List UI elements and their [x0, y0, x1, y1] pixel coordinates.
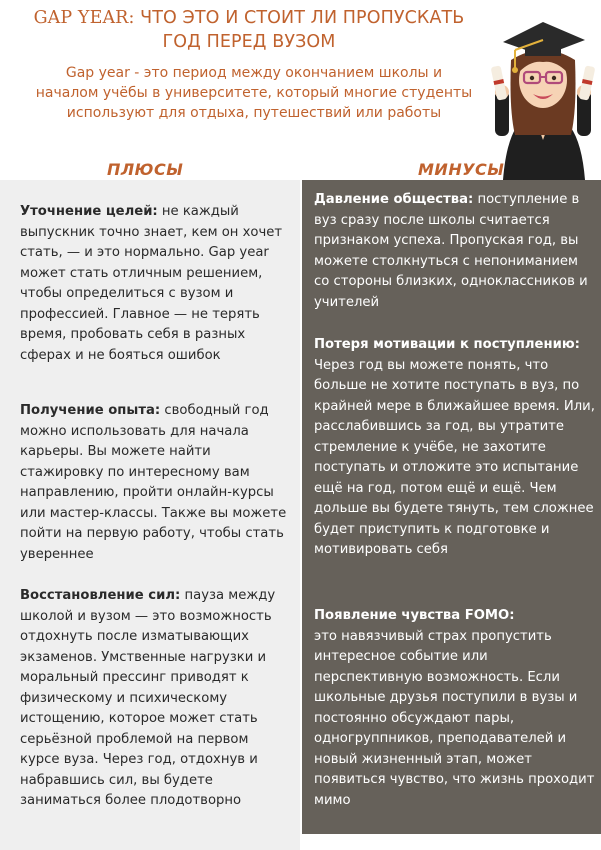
- page-title: [14, 6, 484, 54]
- cons-item-text: поступление в вуз сразу после школы считается признаком успеха. Пропуская год, вы можете столкнуться с непониманием со стороны близких, одноклассников и учителей: [314, 192, 588, 310]
- cons-item-text: это навязчивый страх пропустить интересное событие или перспективную возможность. Если школьные друзья поступили в вузы и постоянно обсуждают пары, одногруппников, преподавателей и новый жизненный этап, может появиться чувство, что жизнь проходит мимо: [314, 628, 595, 808]
- pros-item-goals: [20, 202, 290, 366]
- cons-item-pressure: [314, 190, 596, 313]
- title-gap-year: GAP YEAR:: [33, 8, 135, 28]
- cons-item-heading: Потеря мотивации к поступлению:: [314, 337, 580, 352]
- cons-item-text: Через год вы можете понять, что больше не хотите поступать в вуз, по крайней мере в ближайшее время. Или, расслабившись за год, вы утратите стремление к учёбе, не захотите поступать и отложите это испытание ещё на год, потом ещё и ещё. Чем дольше вы будете тянуть, тем сложнее будет приступить к подготовке и мотивировать себя: [314, 357, 595, 557]
- cons-item-fomo: [314, 606, 596, 811]
- pros-item-heading: Уточнение целей:: [20, 204, 158, 219]
- pros-item-heading: Получение опыта:: [20, 403, 161, 418]
- cons-column: [302, 180, 601, 834]
- pros-item-text: пауза между школой и вузом — это возможность отдохнуть после изматывающих экзаменов. Умственные нагрузки и моральный прессинг приводят к физическому и психическому истощению, которое может стать серьёзной проблемой на первом курсе вуза. Через год, отдохнув и набравшись сил, вы будете заниматься более плодотворно: [20, 588, 276, 808]
- pros-item-text: свободный год можно использовать для начала карьеры. Вы можете найти стажировку по интересному вам направлению, пройти онлайн-курсы или мастер-классы. Также вы можете пойти на первую работу, чтобы стать увереннее: [20, 403, 287, 562]
- subtitle: Gap year - это период между окончанием школы и началом учёбы в университете, который многие студенты используют для отдыха, путешествий или работы: [35, 65, 473, 121]
- pros-item-text: не каждый выпускник точно знает, кем он хочет стать, — и это нормально. Gap year может стать отличным решением, чтобы определиться с вузом и профессией. Главное — не терять время, пробовать себя в разных сферах и не бояться ошибок: [20, 204, 283, 363]
- pros-item-experience: [20, 401, 290, 565]
- cons-label: МИНУСЫ: [418, 160, 505, 179]
- graduate-girl-illustration: [485, 0, 601, 180]
- pros-item-heading: Восстановление сил:: [20, 588, 181, 603]
- title-question: ЧТО ЭТО И СТОИТ ЛИ ПРОПУСКАТЬ ГОД ПЕРЕД ВУЗОМ: [134, 8, 465, 52]
- cons-item-heading: Давление общества:: [314, 192, 474, 207]
- pros-label: ПЛЮСЫ: [107, 160, 184, 179]
- header: [0, 0, 601, 180]
- cons-item-motivation: [314, 335, 596, 561]
- cons-item-heading: Появление чувства FOMO:: [314, 608, 515, 623]
- pros-item-recovery: [20, 586, 290, 812]
- pros-column: [0, 180, 300, 850]
